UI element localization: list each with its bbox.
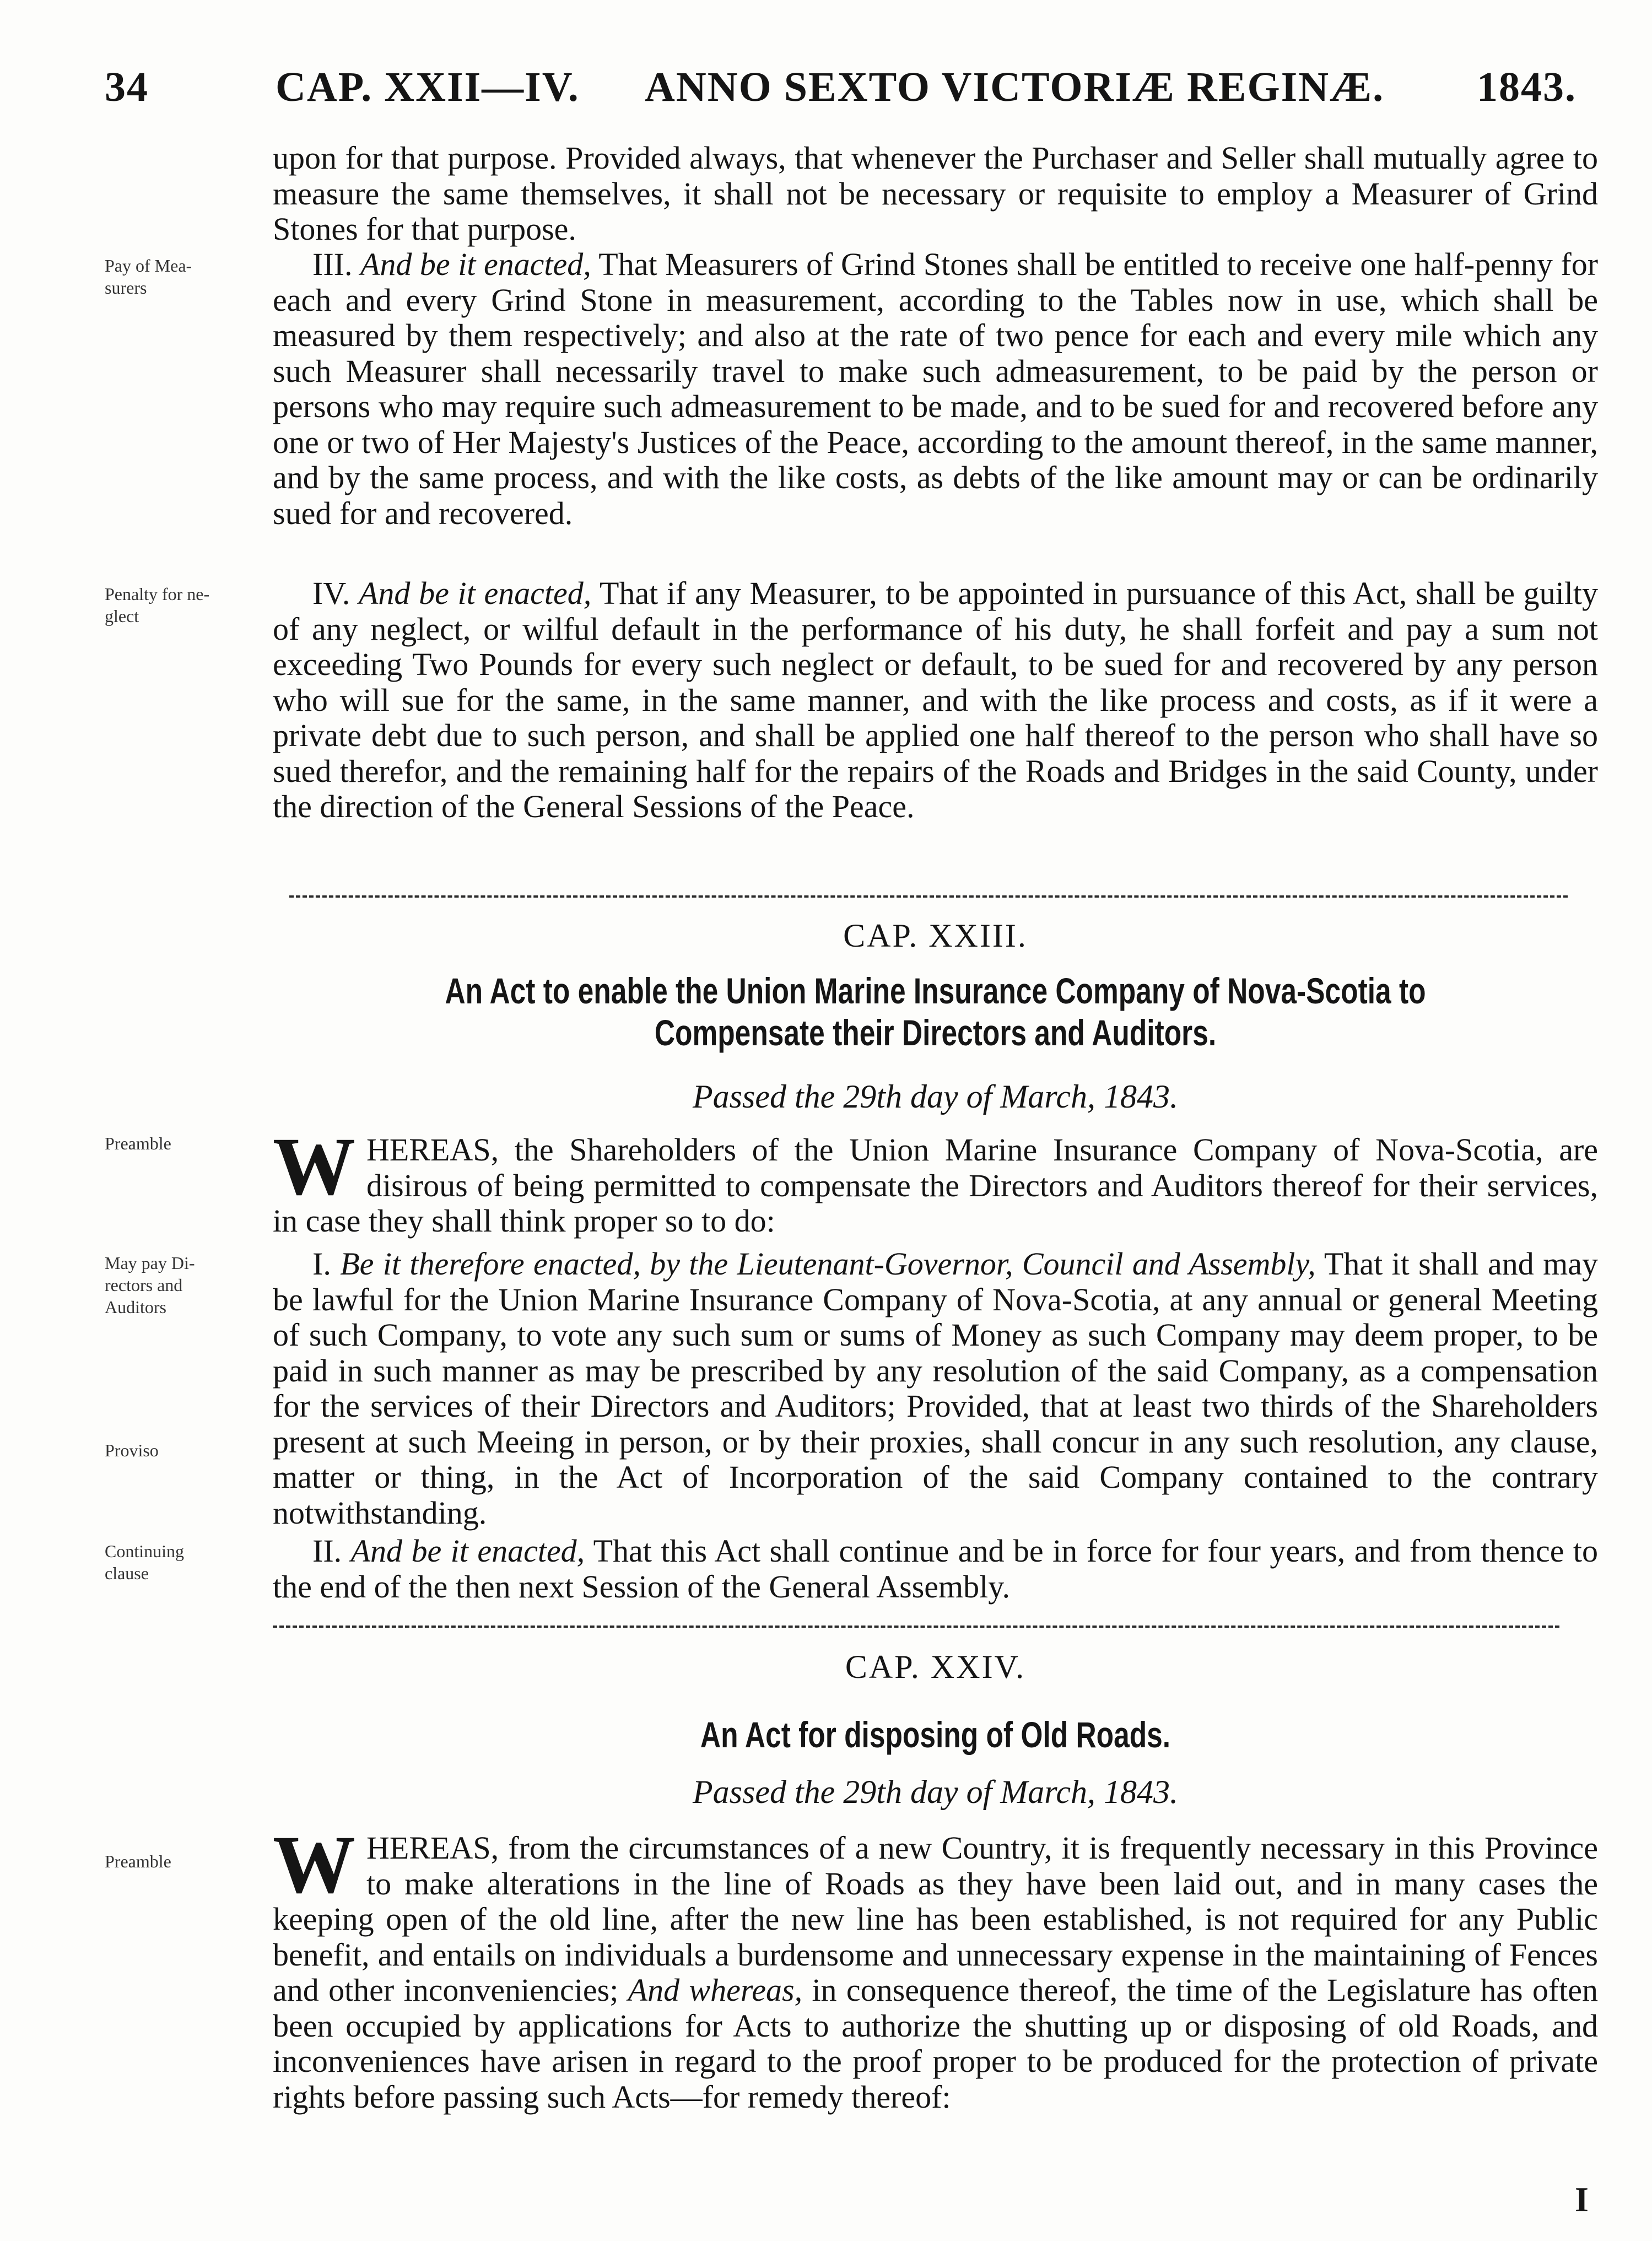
cap24-preamble [273,1819,1599,2115]
enacting-clause: And be it enacted, [350,1533,585,1569]
cap23-section-1 [273,1246,1598,1531]
cap24-passed-date: Passed the 29th day of March, 1843. [693,1774,1178,1810]
section-text: That it shall and may be lawful for the Union Marine Insurance Company of Nova-Scotia, at any annual or general Meeting of such Company, to vote any such sum or sums of Money as such Company may deem proper, to be paid in such manner as may be prescribed by any resolution of the said Company, as a compensation for the services of their Directors and Auditors; Provided, that at least two thirds of the Shareholders present at such Meeing in person, or by their proxies, shall concur in any such resolution, any clause, matter or thing, in the Act of Incorporation of the said Company contained to the contrary notwithstanding. [273,1246,1599,1531]
section-divider [289,895,1568,898]
whereas-clause: And whereas, [628,1972,803,2008]
cap22-continuation: upon for that purpose. Provided always, that whenever the Purchaser and Seller shall mutually agree to measure the same themselves, it shall not be necessary or requisite to employ a Measurer of Grind Stones for that purpose. [273,140,1598,247]
preamble-text: HEREAS, the Shareholders of the Union Marine Insurance Company of Nova-Scotia, are disirous of being permitted to compensate the Directors and Auditors thereof for their services, in case they shall think proper so to do: [273,1132,1598,1239]
section-number: IV. [312,575,350,611]
section-text: That if any Measurer, to be appointed in pursuance of this Act, shall be guilty of any neglect, or wilful default in the performance of his duty, he shall forfeit and pay a sum not exceeding Two Pounds for every such neglect or default, to be sued for and recovered by any person who will sue for the same, in the same manner, and with the like process and costs, as if it were a private debt due to such person, and shall be applied one half thereof to the person who shall have so sued therefor, and the remaining half for the repairs of the Roads and Bridges in the said County, under the direction of the General Sessions of the Peace. [273,575,1598,824]
running-title: ANNO SEXTO VICTORIÆ REGINÆ. [645,64,1385,110]
cap23-passed-date: Passed the 29th day of March, 1843. [693,1078,1178,1115]
enacting-clause: And be it enacted, [358,575,592,611]
margin-note-proviso: Proviso [105,1440,159,1460]
cap23-heading: CAP. XXIII. [843,917,1028,954]
section-number: I. [312,1246,331,1282]
margin-note-preamble: Preamble [105,1133,171,1153]
section-text: That Measurers of Grind Stones shall be entitled to receive one half-penny for each and every Grind Stone in measurement, according to the Tables now in use, which shall be measured by them respectively; and also at the rate of two pence for each and every mile which any such Measurer shall necessarily travel to make such admeasurement, to be paid by the person or persons who may require such admeasurement to be made, and to be sued for and recovered before any one or two of Her Majesty's Justices of the Peace, according to the amount thereof, in the same manner, and by the same process, and with the like costs, as debts of the like amount may or can be ordinarily sued for and recovered. [273,246,1599,531]
running-chapter: CAP. XXII—IV. [276,64,580,110]
running-year: 1843. [1477,64,1577,110]
cap23-title: An Act to enable the Union Marine Insurance Company of Nova-Scotia to Compensate their Directors and Auditors. [445,970,1426,1053]
section-number: II. [312,1533,342,1569]
cap23-preamble [273,1121,1598,1239]
enacting-clause: And be it enacted, [360,246,591,282]
margin-note-continuing: Continuing clause [105,1541,185,1583]
signature-mark: I [1575,2180,1589,2219]
cap23-section-2 [273,1533,1598,1605]
page-number: 34 [105,64,149,110]
margin-note-may-pay: May pay Di- rectors and Auditors [105,1253,195,1317]
drop-cap: W [273,1819,355,1910]
cap24-heading: CAP. XXIV. [845,1649,1026,1685]
preamble-text-continued: in consequence thereof, the time of the Legislature has often been occupied by applications for Acts to authorize the shutting up or disposing of old Roads, and inconveniences have arisen in regard to the proof proper to be produced for the protection of private rights before passing such Acts—for remedy thereof: [273,1972,1599,2115]
cap22-section-3 [273,247,1598,531]
margin-note-preamble: Preamble [105,1851,171,1871]
cap22-section-4 [273,576,1598,825]
enacting-clause: Be it therefore enacted, by the Lieutenant-Governor, Council and Assembly, [340,1246,1316,1282]
margin-note-pay: Pay of Mea- surers [105,256,192,298]
margin-note-penalty: Penalty for ne- glect [105,584,210,626]
section-number: III. [312,246,353,282]
section-text: That this Act shall continue and be in force for four years, and from thence to the end of the then next Session of the General Assembly. [273,1533,1598,1605]
drop-cap: W [273,1121,355,1212]
section-divider [273,1626,1559,1628]
cap24-title: An Act for disposing of Old Roads. [700,1714,1171,1755]
preamble-text: HEREAS, from the circumstances of a new Country, it is frequently necessary in this Province to make alterations in the line of Roads as they have been laid out, and in many cases the keeping open of the old line, after the new line has been established, is not required for any Public benefit, and entails on individuals a burdensome and unnecessary expense in the maintaining of Fences and other inconveniencies; [273,1830,1598,2008]
